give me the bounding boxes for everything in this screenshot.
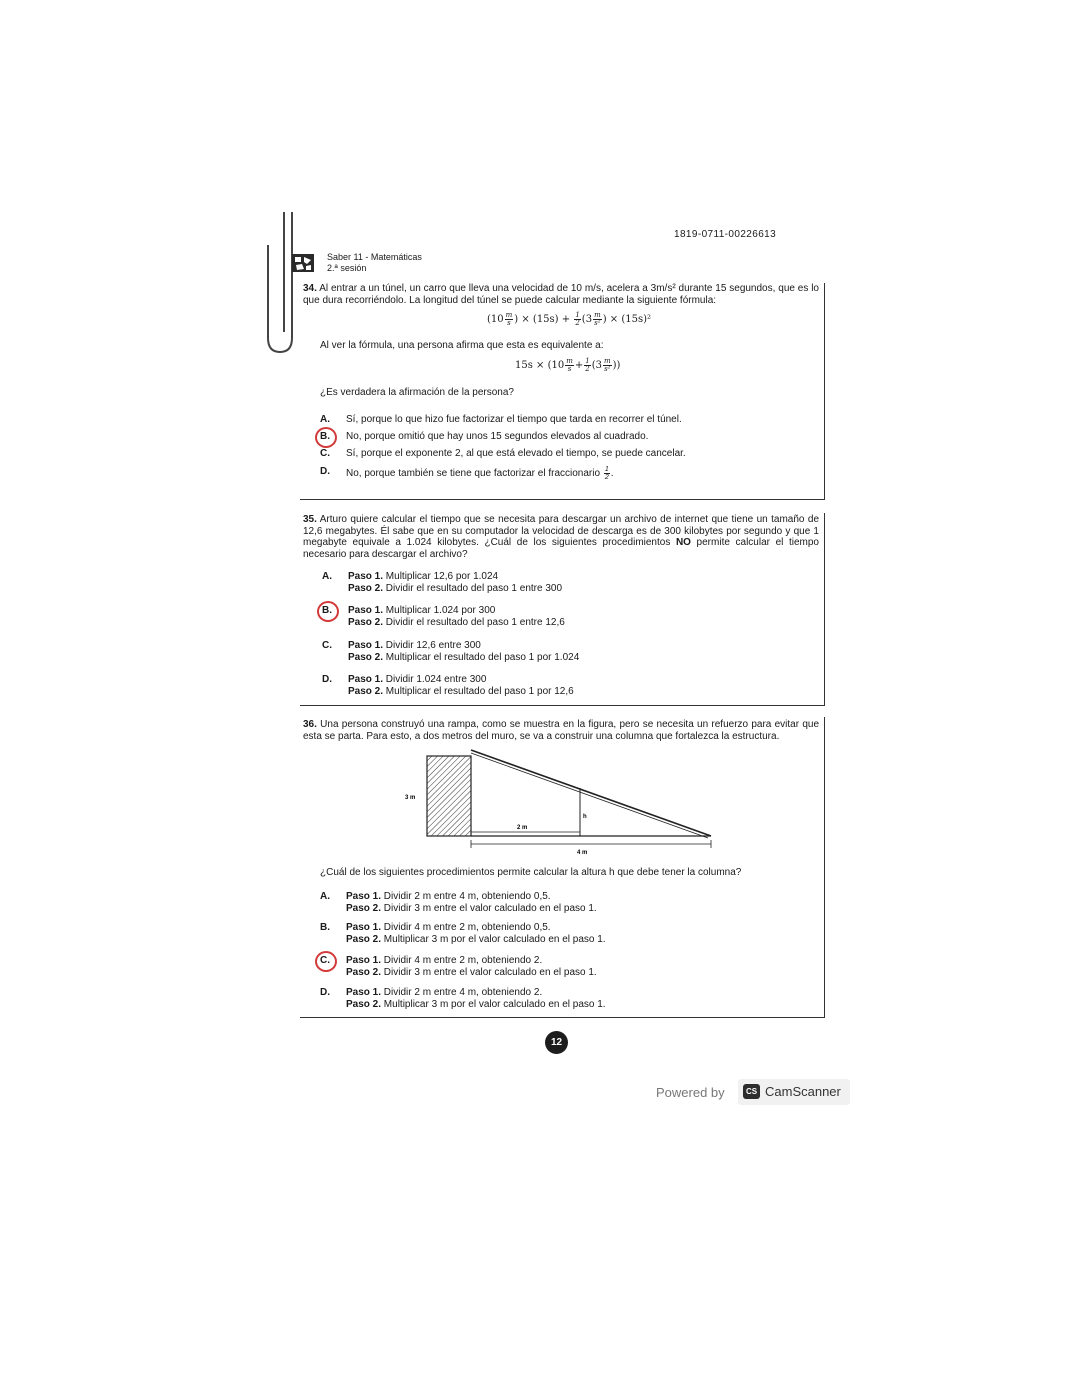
camscanner-icon: CS (743, 1084, 760, 1099)
formula-claimed: 15s × (10 $\frac{m}{s}$ + $\frac{1}{2}$ (3 $\frac{m}{\text{s²}}$ )) (515, 357, 621, 373)
icfes-logo-icon (292, 252, 314, 274)
formula-original: (10 $\frac{m}{s}$ ) × (15s) + $\frac{1}{2}$ (3 $\frac{m}{\text{s²}}$ ) × (15s)² (487, 311, 652, 327)
question-36-prompt: ¿Cuál de los siguientes procedimientos permite calcular la altura h que debe tener la columna? (320, 867, 742, 878)
exam-header (327, 252, 422, 274)
label-height: 3 m (405, 795, 416, 801)
page-number: 12 (545, 1031, 568, 1054)
question-number: 35. (303, 514, 317, 525)
claim-text: Al ver la fórmula, una persona afirma que esta es equivalente a: (320, 340, 604, 351)
ramp-figure (400, 748, 720, 858)
question-number: 34. (303, 283, 317, 294)
question-number: 36. (303, 719, 317, 730)
subject-label: Saber 11 - Matemáticas (327, 252, 422, 262)
paperclip-icon (262, 210, 298, 360)
question-35-text: 35. Arturo quiere calcular el tiempo que se necesita para descargar un archivo de internet que tiene un tamaño de 12,6 megabytes. Él sabe que en su computador la velocidad de descarga es de 300 kilobytes por segundo y que 1 megabyte equivale a 1.024 kilobytes. ¿Cuál de los siguientes procedimientos NO permite calcular el tiempo necesario para descargar el archivo? (303, 514, 820, 560)
document-id: 1819-0711-00226613 (674, 229, 777, 240)
session-label: 2.ª sesión (327, 263, 367, 273)
powered-by-label: Powered by (656, 1085, 725, 1100)
ramp-line (471, 750, 711, 836)
label-2m: 2 m (517, 825, 528, 831)
question-statement: Al entrar a un túnel, un carro que lleva una velocidad de 10 m/s, acelera a 3m/s² durante 15 segundos, que es lo que dura recorriéndolo. La longitud del túnel se puede calcular mediante la siguiente fórmula: (303, 283, 819, 306)
wall (427, 756, 471, 836)
label-h: h (583, 814, 587, 820)
camscanner-brand: CamScanner (765, 1084, 841, 1099)
question-36-text: 36. Una persona construyó una rampa, como se muestra en la figura, pero se necesita un refuerzo para evitar que esta se parta. Para esto, a dos metros del muro, se va a construir una columna que fortalezca la estructura. (303, 719, 820, 742)
question-34-text (303, 283, 819, 306)
question-34-prompt: ¿Es verdadera la afirmación de la persona? (320, 387, 514, 398)
label-4m: 4 m (577, 850, 588, 856)
